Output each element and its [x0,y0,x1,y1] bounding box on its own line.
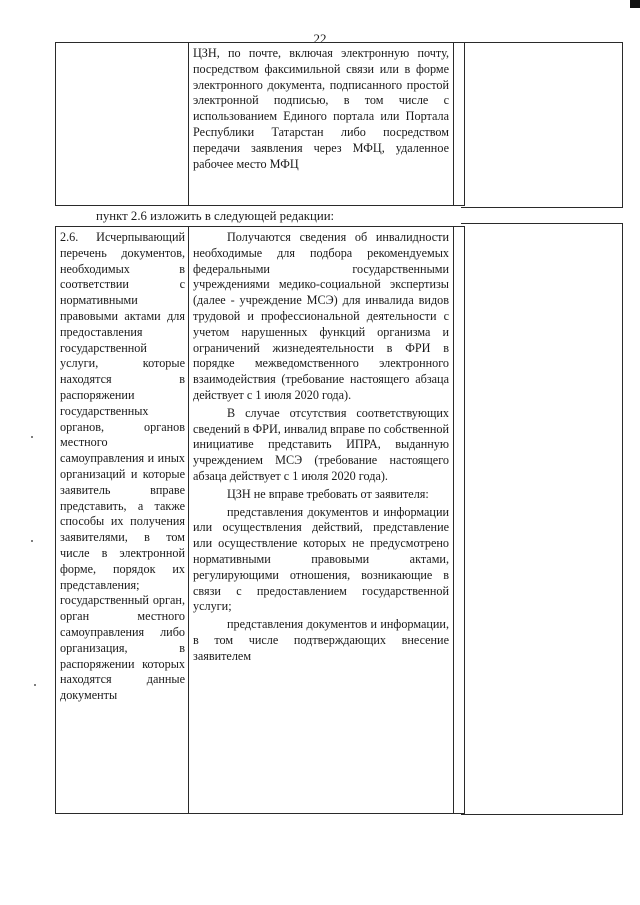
table-cell-body [189,227,454,814]
table-cell-empty [56,43,189,206]
body-paragraph: В случае отсутствия соответствующих сведений в ФРИ, инвалид вправе по собственной инициативе представить ИПРА, выданную учреждением МСЭ (требование настоящего абзаца действует с 1 июля 2020 года). [193,405,449,483]
table-cell-heading [56,227,189,814]
scan-speck [31,540,33,542]
scan-speck [34,684,36,686]
table-cell-empty [454,227,465,814]
table-item-2-6 [55,226,465,814]
table-cell-empty [454,43,465,206]
body-paragraph: представления документов и информации, в том числе подтверждающих внесение заявителем [193,617,449,663]
page-number: 22 [313,31,327,46]
body-paragraph: ЦЗН не вправе требовать от заявителя: [227,486,429,501]
table-continuation [55,42,465,206]
scan-corner-mark [630,0,640,8]
table-right-column-main [461,223,623,815]
amendment-note: пункт 2.6 изложить в следующей редакции: [96,209,335,223]
body-paragraph: представления документов и информации или осуществления действий, представление или осуществление которых не предусмотрено нормативными правовыми актами, регулирующими отношения, возникающие в связи с предоставлением государственной услуги; [193,504,449,614]
scan-speck [31,436,33,438]
item-heading-text: 2.6. Исчерпывающий перечень документов, необходимых в соответствии с нормативными правовыми актами для предоставления государственной услуги, которые находятся в распоряжении государственных органов, органов местного самоуправления и иных организаций и которые заявитель вправе представить, а также способы их получения заявителями, в том числе в электронной форме, порядок их представления; государственный орган, орган местного самоуправления либо организация, в распоряжении которых находятся данные документы [60,230,185,703]
body-paragraph: Получаются сведения об инвалидности необходимые для подбора рекомендуемых федеральными государственными учреждениями медико-социальной экспертизы (далее - учреждение МСЭ) для инвалида видов трудовой и профессиональной деятельности с учетом нарушенных функций организма и ограничений жизнедеятельности в ФРИ в порядке межведомственного электронного взаимодействия (требование настоящего абзаца действует с 1 июля 2020 года). [193,230,449,402]
cell-paragraph: ЦЗН, по почте, включая электронную почту, посредством факсимильной связи или в форме электронного документа, подписанного простой электронной подписью, в том числе с использованием Единого портала или Портала Республики Татарстан либо посредством передачи заявления через МФЦ, удаленное рабочее место МФЦ [193,46,449,171]
table-right-column-top [461,42,623,208]
table-cell-text [189,43,454,206]
